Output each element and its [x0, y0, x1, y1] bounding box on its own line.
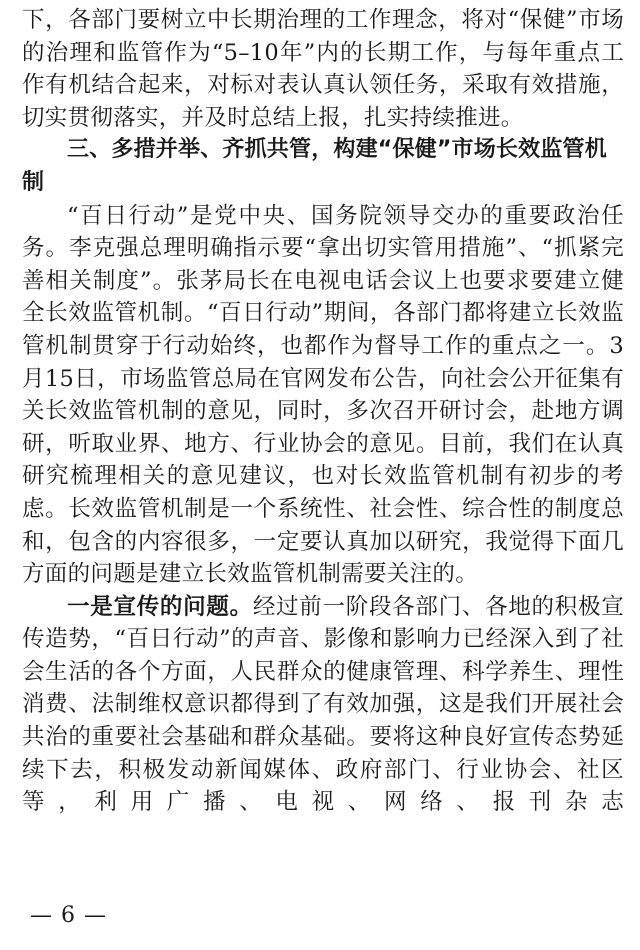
paragraph-continuation: 下，各部门要树立中长期治理的工作理念，将对“保健”市场的治理和监管作为“5–10年”内的长期工作，与每年重点工作有机结合起来，对标对表认真认领任务，采取有效措施，切实贯彻落实，并及时总结上报，扎实持续推进。 [22, 7, 624, 131]
paragraph-body-text: 经过前一阶段各部门、各地的积极宣传造势，“百日行动”的声音、影像和影响力已经深入到了社会生活的各个方面，人民群众的健康管理、科学养生、理性消费、法制维权意识都得到了有效加强，这是我们开展社会共治的重要社会基础和群众基础。要将这种良好宣传态势延续下去，积极发动新闻媒体、政府部门、行业协会、社区等，利用广播、电视、网络、报刊杂志 [22, 593, 624, 816]
section-heading: 三、多措并举、齐抓共管，构建“保健”市场长效监管机制 [22, 137, 607, 195]
paragraph-long-term-mechanism: “百日行动”是党中央、国务院领导交办的重要政治任务。李克强总理明确指示要“拿出切实管用措施”、“抓紧完善相关制度”。张茅局长在电视电话会议上也要求要建立健全长效监管机制。“百日行动”期间，各部门都将建立长效监管机制贯穿于行动始终，也都作为督导工作的重点之一。3月15日，市场监管总局在官网发布公告，向社会公开征集有关长效监管机制的意见，同时，多次召开研讨会，赴地方调研，听取业界、地方、行业协会的意见。目前，我们在认真研究梳理相关的意见建议，也对长效监管机制有初步的考虑。长效监管机制是一个系统性、社会性、综合性的制度总和，包含的内容很多，一定要认真加以研究，我觉得下面几方面的问题是建立长效监管机制需要关注的。 [22, 202, 624, 588]
page-number: — 6 — [30, 903, 107, 928]
paragraph-publicity [22, 591, 624, 819]
paragraph-lead-text: 一是宣传的问题。 [67, 593, 253, 620]
